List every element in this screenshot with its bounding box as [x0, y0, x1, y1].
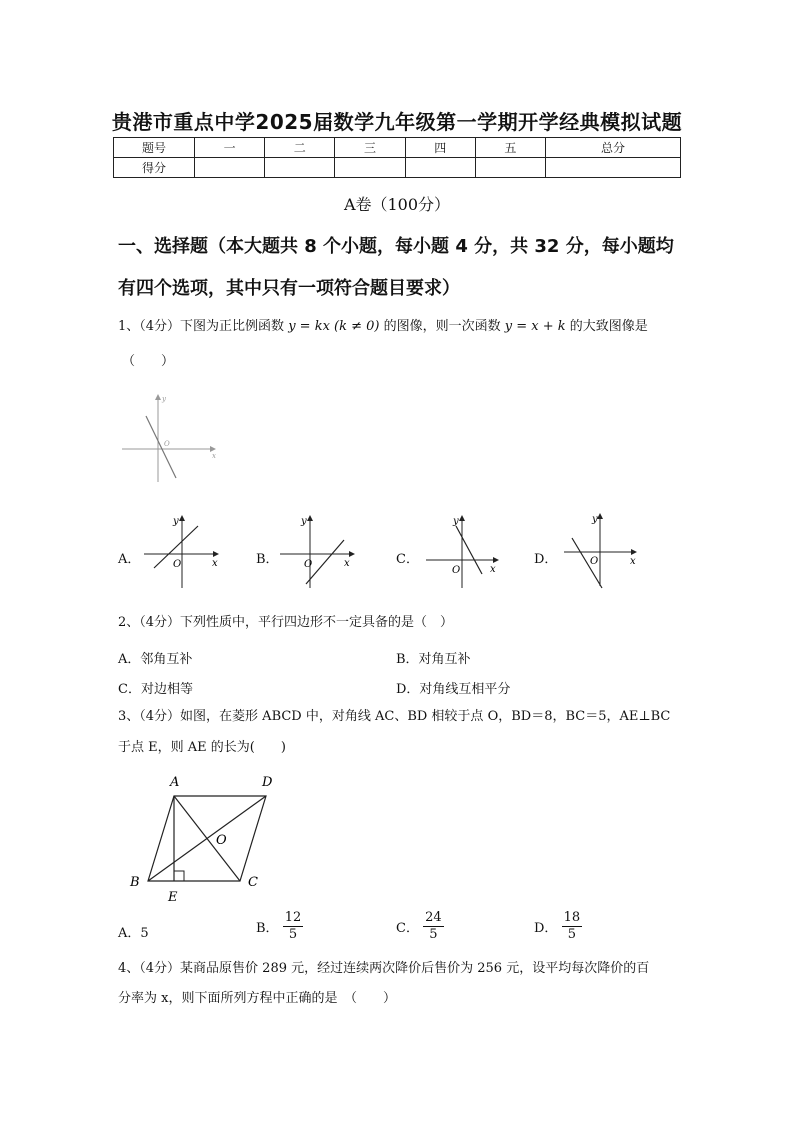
q1-answer-paren: （ ）: [122, 354, 175, 369]
exam-title: 贵港市重点中学2025届数学九年级第一学期开学经典模拟试题: [111, 110, 683, 134]
origin-label: O: [173, 559, 182, 570]
y-axis-arrow: [179, 515, 185, 521]
score-input-cell: [265, 158, 335, 178]
fraction-denominator: 5: [288, 927, 298, 942]
q3-option-a-value: 5: [140, 926, 149, 941]
point-label-o: O: [216, 833, 227, 848]
y-axis-arrow: [307, 515, 313, 521]
y-axis-arrow: [597, 513, 603, 519]
q1-option-d-graph: [560, 510, 645, 590]
fraction-denominator: 5: [429, 927, 438, 942]
q1-suffix: 的大致图像是: [569, 319, 648, 334]
score-table-cell: 二: [265, 138, 335, 158]
right-angle-mark: [174, 871, 184, 881]
y-axis-label: y: [173, 516, 179, 527]
point-label-e: E: [168, 890, 178, 905]
q3-option-a: [118, 922, 149, 941]
q2-stem: 2、（4分）下列性质中，平行四边形不一定具备的是（ ）: [118, 615, 454, 630]
x-axis-arrow: [213, 551, 219, 557]
score-table-cell: 五: [475, 138, 545, 158]
score-table-cell: 题号: [114, 138, 195, 158]
score-table-cell: 四: [405, 138, 475, 158]
q3-rhombus-figure: [126, 768, 291, 908]
x-axis-label: x: [630, 556, 636, 567]
q3-option-b-fraction: [283, 910, 304, 943]
q3-stem-line2: 于点 E，则 AE 的长为( ): [118, 740, 286, 755]
y-axis-arrow: [459, 515, 465, 521]
score-table: [113, 137, 681, 178]
q3-option-c: [396, 910, 444, 943]
score-table-score-row: [114, 158, 681, 178]
section-title: A卷（100分）: [343, 195, 451, 214]
y-axis-label: y: [592, 514, 598, 525]
score-input-cell: [405, 158, 475, 178]
q3-option-a-label: A．: [118, 926, 141, 941]
part1-heading-line2: 有四个选项，其中只有一项符合题目要求）: [118, 278, 460, 299]
origin-label: O: [164, 440, 170, 448]
q1-prefix: 1、（4分）下图为正比例函数: [118, 319, 285, 334]
q1-reference-graph: [118, 392, 218, 487]
score-table-cell: 三: [335, 138, 405, 158]
x-axis-label: x: [212, 452, 216, 460]
origin-label: O: [452, 565, 461, 576]
q1-option-c-graph: [422, 512, 507, 590]
vertex-label-d: D: [262, 775, 273, 790]
score-table-row-label: 得分: [114, 158, 195, 178]
fraction-numerator: 12: [284, 910, 302, 925]
q1-option-d-label: D．: [534, 552, 558, 567]
q3-option-d-label: D．: [534, 921, 558, 936]
q3-stem-line1: 3、（4分）如图，在菱形 ABCD 中，对角线 AC、BD 相较于点 O，BD＝8，BC＝5，AE⊥BC: [118, 709, 671, 724]
q2-option-d: D．对角线互相平分: [396, 682, 511, 697]
q3-option-b-label: B．: [256, 921, 279, 936]
q1-stem: [118, 318, 648, 336]
vertex-label-a: A: [170, 775, 180, 790]
y-axis-label: y: [453, 516, 459, 527]
y-axis-arrow: [155, 394, 161, 400]
q1-option-a-graph: [140, 512, 225, 590]
score-input-cell: [335, 158, 405, 178]
q2-option-a: A．邻角互补: [118, 652, 193, 667]
q4-stem-line1: 4、（4分）某商品原售价 289 元，经过连续两次降价后售价为 256 元，设平均每次降价的百: [118, 961, 650, 976]
q4-stem-line2: 分率为 x，则下面所列方程中正确的是 （ ）: [118, 991, 396, 1006]
diagonal-bd: [148, 796, 266, 881]
vertex-label-c: C: [248, 875, 258, 890]
q1-option-b-graph: [276, 512, 361, 590]
function-line: [146, 416, 176, 478]
fraction-denominator: 5: [567, 927, 576, 942]
fraction-numerator: 24: [425, 910, 442, 925]
vertex-label-b: B: [130, 875, 140, 890]
y-axis-label: y: [301, 516, 307, 527]
score-input-cell: [546, 158, 681, 178]
q1-option-c-label: C．: [396, 552, 419, 567]
q3-option-d-fraction: [562, 910, 583, 943]
q1-equation-2: y = x + k: [504, 319, 566, 334]
q1-option-b-label: B．: [256, 552, 279, 567]
q2-option-b: B．对角互补: [396, 652, 471, 667]
score-table-cell: 一: [195, 138, 265, 158]
score-input-cell: [475, 158, 545, 178]
q1-middle: 的图像，则一次函数: [383, 319, 501, 334]
origin-label: O: [304, 559, 313, 570]
x-axis-arrow: [349, 551, 355, 557]
score-table-cell: 总分: [546, 138, 681, 158]
fraction-numerator: 18: [563, 910, 581, 925]
score-input-cell: [195, 158, 265, 178]
score-table-header-row: [114, 138, 681, 158]
q1-equation-1: y = kx (k ≠ 0): [288, 319, 380, 334]
q2-option-c: C．对边相等: [118, 682, 193, 697]
x-axis-arrow: [493, 557, 499, 563]
x-axis-label: x: [490, 564, 496, 575]
q1-option-a-label: A．: [118, 552, 141, 567]
x-axis-arrow: [631, 549, 637, 555]
q3-option-c-label: C．: [396, 921, 419, 936]
q3-option-d: [534, 910, 582, 943]
q3-option-b: [256, 910, 303, 943]
y-axis-label: y: [162, 395, 166, 403]
origin-label: O: [590, 556, 599, 567]
q3-option-c-fraction: [423, 910, 444, 943]
part1-heading-line1: 一、选择题（本大题共 8 个小题，每小题 4 分，共 32 分，每小题均: [118, 236, 674, 257]
x-axis-label: x: [344, 558, 350, 569]
x-axis-label: x: [212, 558, 218, 569]
